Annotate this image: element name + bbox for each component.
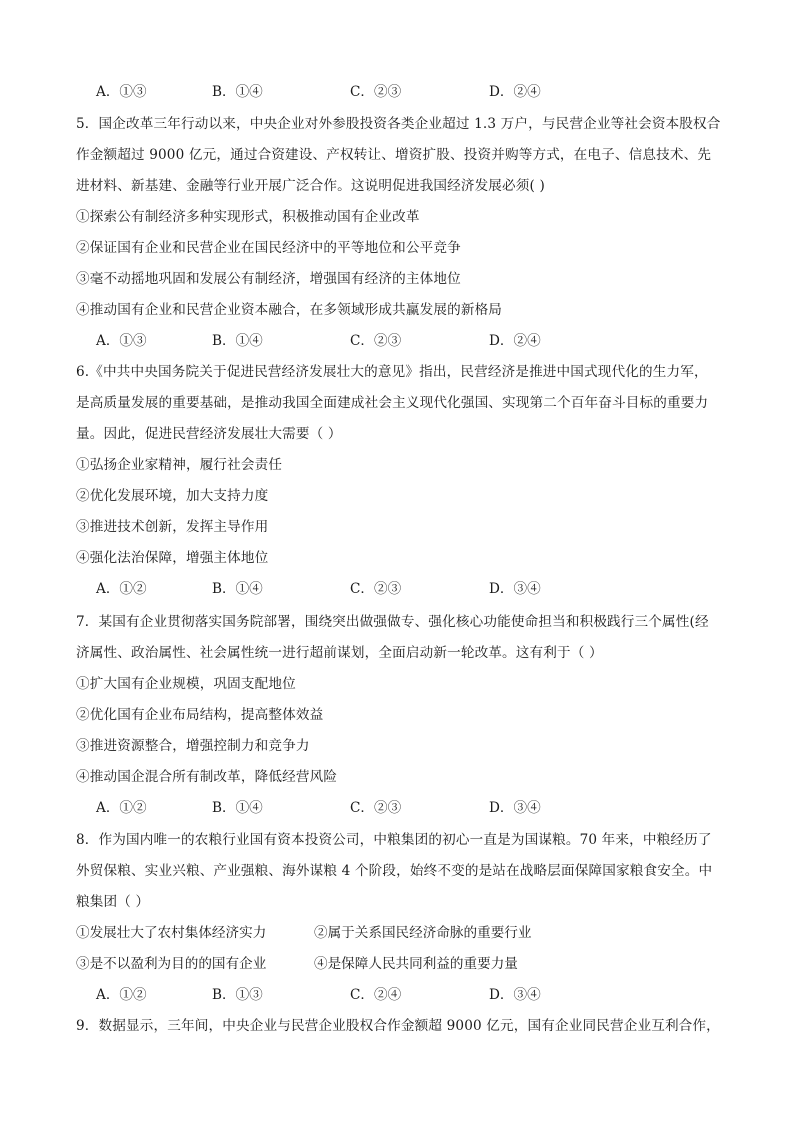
q5-item-4: ④推动国有企业和民营企业资本融合，在多领域形成共赢发展的新格局 <box>76 302 503 318</box>
q9-stem-line-1: 9．数据显示，三年间，中央企业与民营企业股权合作金额超 9000 亿元，国有企业同民营企业互利合作， <box>76 1018 720 1034</box>
q5-item-3: ③毫不动摇地巩固和发展公有制经济，增强国有经济的主体地位 <box>76 271 461 287</box>
q6-option-c: C．②③ <box>350 581 402 597</box>
q8-item-3: ③是不以盈利为目的的国有企业 <box>76 956 267 972</box>
q5-item-2: ②保证国有企业和民营企业在国民经济中的平等地位和公平竞争 <box>76 240 461 256</box>
q8-option-b: B．①③ <box>212 987 263 1003</box>
q6-item-2: ②优化发展环境，加大支持力度 <box>76 488 269 504</box>
q6-item-3: ③推进技术创新，发挥主导作用 <box>76 519 269 535</box>
q8-item-1: ①发展壮大了农村集体经济实力 <box>76 925 267 941</box>
q8-options <box>96 985 736 1005</box>
q6-option-a: A．①② <box>96 581 147 597</box>
q8-stem-line-1: 8．作为国内唯一的农粮行业国有资本投资公司，中粮集团的初心一直是为国谋粮。70 年来，中粮经历了 <box>76 832 712 848</box>
q6-stem-line-1: 6.《中共中央国务院关于促进民营经济发展壮大的意见》指出，民营经济是推进中国式现代化的生力军， <box>76 364 708 380</box>
q5-stem-line-2: 作金额超过 9000 亿元，通过合资建设、产权转让、增资扩股、投资并购等方式，在电子、信息技术、先 <box>76 147 712 163</box>
q6-item-1: ①弘扬企业家精神，履行社会责任 <box>76 457 283 473</box>
q6-stem-line-2: 是高质量发展的重要基础，是推动我国全面建成社会主义现代化强国、实现第二个百年奋斗目标的重要力 <box>76 395 709 411</box>
q7-stem-line-1: 7．某国有企业贯彻落实国务院部署，围绕突出做强做专、强化核心功能使命担当和积极践行三个属性(经 <box>76 614 709 630</box>
q8-stem-line-3: 粮集团（ ） <box>76 894 150 910</box>
q7-options <box>96 798 736 818</box>
q5-option-c: C．②③ <box>350 333 402 349</box>
q4-options <box>96 82 736 102</box>
q4-option-c: C．②③ <box>350 84 402 100</box>
q8-option-d: D．③④ <box>489 987 541 1003</box>
q8-items-row-1 <box>76 923 726 943</box>
q5-stem-line-3: 进材料、新基建、金融等行业开展广泛合作。这说明促进我国经济发展必须( ) <box>76 178 545 194</box>
q5-item-1: ①探索公有制经济多种实现形式，积极推动国有企业改革 <box>76 209 420 225</box>
q7-option-a: A．①② <box>96 800 147 816</box>
q6-stem-line-3: 量。因此，促进民营经济发展壮大需要（ ） <box>76 426 342 442</box>
q5-options <box>96 331 736 351</box>
q7-stem-line-2: 济属性、政治属性、社会属性统一进行超前谋划，全面启动新一轮改革。这有利于（ ） <box>76 645 603 661</box>
q7-item-4: ④推动国企混合所有制改革，降低经营风险 <box>76 769 338 785</box>
q7-option-c: C．②③ <box>350 800 402 816</box>
q6-item-4: ④强化法治保障，增强主体地位 <box>76 550 269 566</box>
q7-item-1: ①扩大国有企业规模，巩固支配地位 <box>76 676 296 692</box>
q4-option-d: D．②④ <box>489 84 541 100</box>
q8-option-c: C．②④ <box>350 987 402 1003</box>
q5-option-a: A．①③ <box>96 333 147 349</box>
q4-option-b: B．①④ <box>212 84 263 100</box>
q8-stem-line-2: 外贸保粮、实业兴粮、产业强粮、海外谋粮 4 个阶段，始终不变的是站在战略层面保障国家粮食安全。中 <box>76 863 713 879</box>
q8-option-a: A．①② <box>96 987 147 1003</box>
q4-option-a: A．①③ <box>96 84 147 100</box>
q6-option-b: B．①④ <box>212 581 263 597</box>
q7-item-3: ③推进资源整合，增强控制力和竞争力 <box>76 738 310 754</box>
q8-items-row-2 <box>76 954 726 974</box>
q5-option-d: D．②④ <box>489 333 541 349</box>
q6-option-d: D．③④ <box>489 581 541 597</box>
q6-options <box>96 579 736 599</box>
q5-option-b: B．①④ <box>212 333 263 349</box>
q5-stem-line-1: 5．国企改革三年行动以来，中央企业对外参股投资各类企业超过 1.3 万户，与民营企业等社会资本股权合 <box>76 116 721 132</box>
q8-item-4: ④是保障人民共同利益的重要力量 <box>314 956 518 972</box>
q7-option-d: D．③④ <box>489 800 541 816</box>
q8-item-2: ②属于关系国民经济命脉的重要行业 <box>314 925 532 941</box>
q7-option-b: B．①④ <box>212 800 263 816</box>
q7-item-2: ②优化国有企业布局结构，提高整体效益 <box>76 707 324 723</box>
